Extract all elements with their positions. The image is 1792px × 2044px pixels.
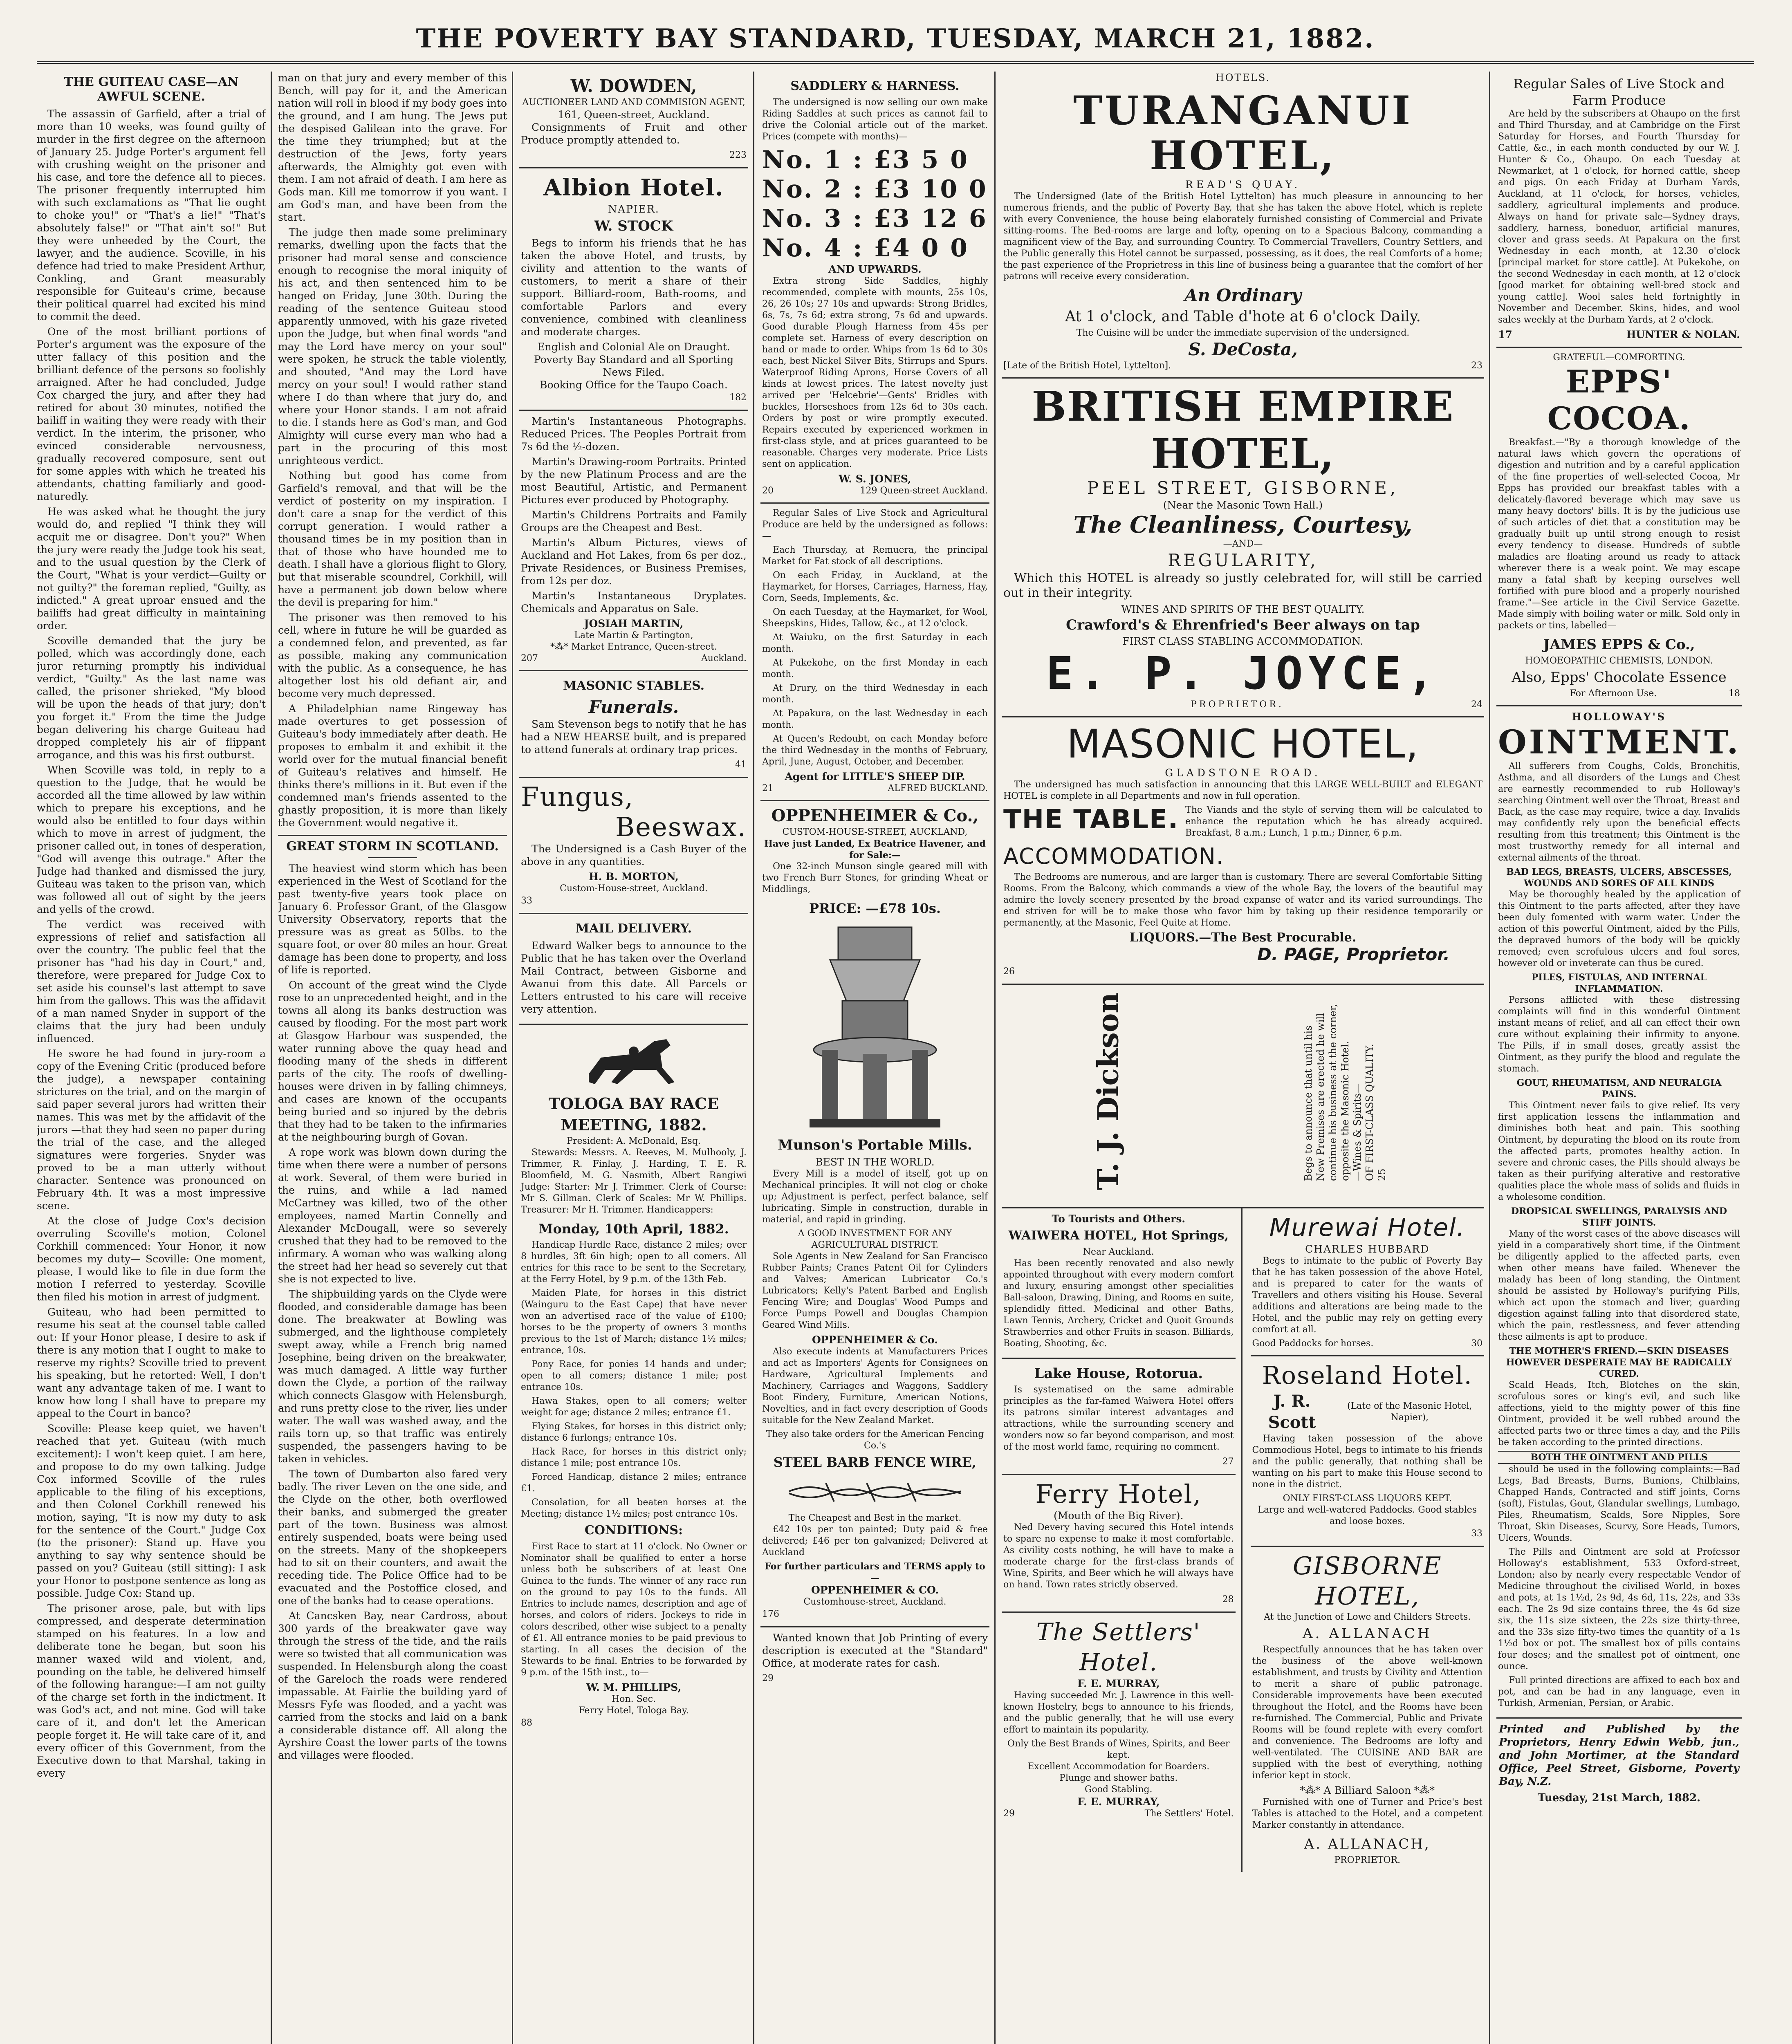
ad-oppenheimer xyxy=(760,801,989,1627)
ad-name: OPPENHEIMER & Co., xyxy=(771,806,979,825)
ad-late: [Late of the British Hotel, Lyttelton]. xyxy=(1003,361,1171,371)
ad-line: OF FIRST-CLASS QUALITY. xyxy=(1364,1044,1375,1181)
column-1 xyxy=(37,72,266,2044)
ad-lake-house xyxy=(1002,1359,1236,1475)
ad-body: Begs to announce that until his New Premises are erected he will continue his business at the corner, opposite the Masonic Hotel. xyxy=(1303,1004,1351,1181)
imprint xyxy=(1496,1719,1742,1809)
article-paragraph: He swore he had found in jury-room a copy of the Evening Critic (produced before the judge), a newspaper containing strictures on the trial, and on the margin of said paper several jurors had written their names. This was met by the affidavit of the jurors —that they had seen no paper during the trial of the case, and the alleged signatures were forgeries. Snyder was proved to be a man utterly without character. Sentence was pronounced on February 4th. It was a most impressive scene. xyxy=(37,1048,266,1212)
ad-line: They also take orders for the American Fencing Co.'s xyxy=(766,1429,984,1451)
price-value: £3 5 0 xyxy=(874,146,969,174)
ad-number: 29 xyxy=(1003,1809,1015,1819)
article-paragraph: When Scoville was told, in reply to a question to the Judge, that he would be accorded all the time allowed by law within which to prepare his exceptions, and he would also be entitled to four days within which to move in arrest of judgment, the prisoner called out, in tones of desperation, "God will avenge this outrage." After the Judge had thanked and dismissed the jury, Guiteau was taken to the prison van, which was followed all out of sight by the jeers and yells of the crowd. xyxy=(37,764,266,915)
ad-british-empire-hotel xyxy=(1002,379,1484,717)
ad-signature: Hon. Sec. xyxy=(612,1694,656,1704)
column-rule xyxy=(271,72,272,2044)
ad-body: All sufferers from Coughs, Colds, Bronchitis, Asthma, and all disorders of the Lungs and Chest are earnestly recommended to rub Holloway's searching Ointment well over the Throat, Breast and Back, as the case may require, twice a day. Invalids may confidently rely upon the beneficial effects resulting from this treatment; this Ointment is the most trustworthy remedy for all internal and external ailments of the throat. xyxy=(1498,761,1740,863)
ad-tologa-races xyxy=(519,1025,748,1735)
ad-footer xyxy=(1252,1338,1483,1349)
ad-signature: F. E. MURRAY, xyxy=(1077,1796,1160,1808)
ad-name: MASONIC HOTEL, xyxy=(1067,721,1419,767)
ad-title: Regular Sales of Live Stock and Farm Produce xyxy=(1513,76,1725,108)
ad-masonic-stables xyxy=(519,671,748,778)
ad-body: Persons afflicted with these distressing complaints will find in this wonderful Ointment instant means of relief, and all can effect their own cure without explaining their infirmity to anyone. The Pills, if in small doses, greatly assist the Ointment, as they purify the blood and regulate the stomach. xyxy=(1498,995,1740,1074)
ad-proprietor: F. E. MURRAY, xyxy=(1077,1678,1160,1690)
ad-name: W. S. JONES, xyxy=(839,473,911,485)
ad-line: Poverty Bay Standard and all Sporting News Filed. xyxy=(534,354,734,378)
ad-item: On each Tuesday, at the Haymarket, for Wool, Sheepskins, Hides, Tallow, &c., at 12 o'clock. xyxy=(762,607,988,629)
ad-item: At Waiuku, on the first Saturday in each month. xyxy=(762,632,988,654)
ad-subheading: THE TABLE. xyxy=(1003,805,1179,835)
article-paragraph: Scoville: Please keep quiet, we haven't reached that yet. Guiteau (with much excitement): I won't keep quiet. I am here, and propose to do my own talking. Judge Cox informed Scoville of the rules applicable to the filing of his exceptions, and then Colonel Corkhill renewed his motion, saying, "It is now my duty to ask for the sentence of the Court." Judge Cox (to the prisoner): Stand up. Have you anything to say why sentence should be passed on you? Guiteau (still sitting): I ask your Honor to postpone sentence as long as possible. Judge Cox: Stand up. xyxy=(37,1423,266,1599)
ad-line: Crawford's & Ehrenfried's Beer always on tap xyxy=(1066,617,1420,633)
ad-proprietor: W. STOCK xyxy=(594,218,673,234)
ad-title: Regular Sales of Live Stock and Agricultural Produce are held by the undersigned as follows:— xyxy=(762,508,988,541)
ad-address: 161, Queen-street, Auckland. xyxy=(558,109,710,121)
ad-signature: A. ALLANACH, xyxy=(1304,1836,1431,1852)
race-event: Pony Race, for ponies 14 hands and under; open to all comers; distance 1 mile; post entrance 10s. xyxy=(521,1359,747,1392)
ad-headline: Beeswax. xyxy=(615,812,747,843)
article-paragraph: He was asked what he thought the jury would do, and replied "I think they will acquit me or disagree. Don't you?" When the jury were ready the Judge took his seat, and to the usual question by the Clerk of the Court, "What is your verdict—Guilty or not guilty?" the foreman replied, "Guilty, as indicted." A great uproar ensued and the bailiffs had great difficulty in maintaining order. xyxy=(37,506,266,632)
ad-number: 24 xyxy=(1471,699,1482,710)
ad-title: MASONIC STABLES. xyxy=(563,679,705,693)
ad-item: At Pukekohe, on the first Monday in each month. xyxy=(762,658,988,679)
ad-footer xyxy=(1498,688,1740,699)
ad-signature: PROPRIETOR. xyxy=(1334,1855,1401,1865)
ad-title: Munson's Portable Mills. xyxy=(778,1137,972,1153)
hotels-lower-grid xyxy=(1002,1208,1484,1872)
ad-dickson xyxy=(1002,985,1484,1208)
ad-footer xyxy=(1003,360,1482,372)
ad-murewai-hotel xyxy=(1251,1208,1485,1356)
ad-roseland-hotel xyxy=(1251,1356,1485,1547)
ad-subheading: BAD LEGS, BREASTS, ULCERS, ABSCESSES, WOUNDS AND SORES OF ALL KINDS xyxy=(1506,867,1732,889)
ad-address: Customhouse-street, Auckland. xyxy=(803,1597,946,1607)
price-label: No. 3 xyxy=(762,204,843,233)
ad-item: Martin's Drawing-room Portraits. Printed by the new Platinum Process and are the most Beautiful, Artistic, and Permanent Pictures ever produced by Photography. xyxy=(521,456,747,506)
ad-body: The Undersigned is a Cash Buyer of the above in any quantities. xyxy=(521,843,747,867)
ad-line: FIRST CLASS STABLING ACCOMMODATION. xyxy=(1122,635,1364,647)
ad-item: Martin's Instantaneous Photographs. Reduced Prices. The Peoples Portrait from 7s 6d the ½-dozen. xyxy=(521,415,747,453)
racehorse-icon xyxy=(572,1029,695,1090)
ad-number: 33 xyxy=(1471,1529,1482,1539)
article-paragraph: The town of Dumbarton also fared very badly. The river Leven on the one side, and the Clyde on the other, both overflowed their banks, and submerged the greater part of the town. Business was almost entirely suspended, boats were being used on the streets. Many of the shopkeepers had to sit on their counters, and await the receding tide. The Police Office had to be evacuated and the Postoffice closed, and one of the banks had to cease operations. xyxy=(278,1468,507,1607)
ad-address: 129 Queen-street Auckland. xyxy=(860,486,988,496)
ad-section xyxy=(1003,841,1482,872)
ad-title: To Tourists and Others. xyxy=(1052,1213,1186,1225)
ad-line: (Near the Masonic Town Hall.) xyxy=(1163,499,1323,511)
ad-headline: Fungus, xyxy=(521,782,634,812)
ad-rotated-name xyxy=(1018,992,1198,1190)
price-value: £3 12 6 xyxy=(874,204,988,233)
price-row: No. 1 : £3 5 0 xyxy=(762,146,969,174)
ad-name: T. J. Dickson xyxy=(1091,992,1125,1190)
ad-ferry-hotel xyxy=(1002,1475,1236,1613)
ad-body: Having succeeded Mr. J. Lawrence in this well-known Hostelry, begs to announce to his friends, and the public generally, that he will use every effort to maintain its popularity. xyxy=(1003,1690,1234,1735)
ad-line: Good Stabling. xyxy=(1084,1784,1153,1795)
ad-number: 223 xyxy=(729,150,747,160)
price-label: No. 1 xyxy=(762,146,843,174)
article-paragraph: The heaviest wind storm which has been experienced in the West of Scotland for the past twenty-five years took place on January 6. Professor Grant, of the Glasgow University Observatory, reports that the pressure was as great as 50lbs. to the square foot, or over 80 miles an hour. Great damage has been done to property, and loss of life is reported. xyxy=(278,863,507,976)
ad-line: Also, Epps' Chocolate Essence xyxy=(1512,669,1727,686)
ad-line: BEST IN THE WORLD. xyxy=(815,1156,935,1168)
ad-number: 30 xyxy=(1471,1338,1482,1349)
ad-name: EPPS' COCOA. xyxy=(1547,363,1691,437)
ad-body: Is systematised on the same admirable principles as the far-famed Waiwera Hotel offers its patrons similar interest advantages and attractions, while the surrounding scenery and wonders now so far beyond comparison, and most of the most world fame, requiring no comment. xyxy=(1003,1385,1234,1452)
ad-name: TURANGANUI HOTEL, xyxy=(1073,87,1413,179)
ad-body: Has been recently renovated and also newly appointed throughout with every modern comfort and luxury, ensuring amongst other specialities Ball-saloon, Drawing, Dining, and Rooms en suite, splendidly fitted. Medicinal and other Baths, Lawn Tennis, Archery, Cricket and Quoit Grounds Strawberries and other Fruits in season. Billiards, Boating, Shooting, &c. xyxy=(1003,1258,1234,1349)
ad-footer xyxy=(1003,1808,1234,1820)
ad-number: 17 xyxy=(1498,329,1512,341)
ad-title: MEETING, 1882. xyxy=(561,1116,707,1134)
hotels-lower-left xyxy=(1002,1208,1243,1872)
ad-body: Edward Walker begs to announce to the Public that he has taken over the Overland Mail Contract, between Gisborne and Awanui from this date. All Parcels or Letters entrusted to his care will receive very attention. xyxy=(521,940,747,1015)
column-3 xyxy=(519,72,748,2044)
article-paragraph: Scoville demanded that the jury be polled, which was accordingly done, each juror returning promptly his individual verdict, "Guilty." As the last name was called, the prisoner shrieked, "My blood will be upon the heads of that jury; don't you forget it." From the time the Judge began delivering his charge Guiteau had dropped completely his air of flippant arrogance, and this was his first outburst. xyxy=(37,635,266,761)
ad-address: *⁂* Market Entrance, Queen-street. xyxy=(550,642,717,652)
ad-name: The Settlers' Hotel. xyxy=(1036,1618,1201,1676)
ad-title: MAIL DELIVERY. xyxy=(575,921,692,936)
ad-body: Also execute indents at Manufacturers Prices and act as Importers' Agents for Consignees on Hardware, Agricultural Implements and Machinery, Carriages and Waggons, Saddlery Boot Findery, Furniture, American Notions, Novelties, and in fact every description of Goods suitable for the New Zealand Market. xyxy=(762,1347,988,1425)
ad-subheading: PILES, FISTULAS, AND INTERNAL INFLAMMATION. xyxy=(1531,972,1707,994)
ad-title: SADDLERY & HARNESS. xyxy=(790,79,960,93)
ad-section xyxy=(1003,805,1482,841)
ad-body: One 32-inch Munson single geared mill with two French Burr Stones, for grinding Wheat or Middlings, xyxy=(762,861,988,894)
ad-address: GLADSTONE ROAD. xyxy=(1165,767,1321,779)
ad-signature: W. M. PHILLIPS, xyxy=(586,1681,682,1693)
article-paragraph: The verdict was received with expressions of relief and satisfaction all over the country. The public feel that the prisoner has "had his day in Court," and, therefore, were prepared for Judge Cox to set aside his counsel's last attempt to save him from the gallows. This was the affidavit of a man named Snyder in support of the claims that the jury had been unduly influenced. xyxy=(37,919,266,1044)
ad-subtitle: Have just Landed, Ex Beatrice Havener, and for Sale:— xyxy=(764,838,986,861)
ad-headline: REGULARITY, xyxy=(1168,550,1318,570)
ad-signature: The Settlers' Hotel. xyxy=(1144,1809,1234,1819)
ad-body: Breakfast.—"By a thorough knowledge of the natural laws which govern the operations of digestion and nutrition and by a careful application of the fine properties of well-selected Cocoa, Mr Epps has provided our breakfast tables with a delicately-flavored beverage which may save us many heavy doctors' bills. It is by the judicious use of such articles of diet that a constitution may be gradually built up until strong enough to resist every tendency to disease. Hundreds of subtle maladies are floating around us ready to attack wherever there is a weak point. We may escape many a fatal shaft by keeping ourselves well fortified with pure blood and a properly nourished frame."—See article in the Civil Service Gazette. Made simply with boiling water or milk. Sold only in packets or tins, labelled— xyxy=(1498,437,1740,631)
article-paragraph: On account of the great wind the Clyde rose to an unprecedented height, and in the towns all along its banks destruction was caused by flooding. For the most part work at Glasgow Harbour was suspended, the water running above the quay head and flooding many of the sheds in different parts of the city. The roofs of dwelling-houses were driven in by falling chimneys, and cases are known of the occupants being buried and so injured by the debris that they had to be taken to the infirmaries at the neighbouring burgh of Govan. xyxy=(278,979,507,1143)
ad-item: At Drury, on the third Wednesday in each month. xyxy=(762,683,988,705)
ad-body: Scald Heads, Itch, Blotches on the skin, scrofulous sores or king's evil, and such like affections, yield to the mighty power of this fine Ointment, provided it be well rubbed around the affected parts two or three times a day, and the Pills be taken according to the printed directions. xyxy=(1498,1380,1740,1448)
ad-line: Only the Best Brands of Wines, Spirits, and Beer kept. xyxy=(1007,1739,1230,1760)
section-label: HOTELS. xyxy=(1215,72,1271,83)
ad-subheading: GOUT, RHEUMATISM, AND NEURALGIA PAINS. xyxy=(1516,1078,1722,1100)
ad-number: 27 xyxy=(1222,1457,1234,1467)
ad-number: 207 xyxy=(521,653,538,663)
ad-name: GISBORNE HOTEL, xyxy=(1292,1552,1442,1611)
race-event: Flying Stakes, for horses in this district only; distance 6 furlongs; entrance 10s. xyxy=(521,1421,747,1443)
ad-line: The Cheapest and Best in the market. xyxy=(788,1513,962,1523)
ad-line: Booking Office for the Taupo Coach. xyxy=(540,379,728,391)
column-rule xyxy=(753,72,754,2044)
ad-number: 41 xyxy=(735,760,747,770)
ad-footer xyxy=(762,783,988,794)
ad-headline: The Cleanliness, Courtesy, xyxy=(1073,511,1413,538)
race-event: Hawa Stakes, open to all comers; welter weight for age; distance 2 miles; entrance £1. xyxy=(521,1396,747,1418)
ad-title: CONDITIONS: xyxy=(584,1523,683,1537)
ad-holloway-ointment xyxy=(1496,706,1742,1719)
ad-address: Custom-House-street, Auckland. xyxy=(560,883,708,894)
ad-settlers-hotel xyxy=(1002,1613,1236,1825)
ad-subheading: DROPSICAL SWELLINGS, PARALYSIS AND STIFF JOINTS. xyxy=(1511,1206,1727,1228)
ad-line: A GOOD INVESTMENT FOR ANY AGRICULTURAL DISTRICT. xyxy=(798,1228,952,1250)
ad-body: Ned Devery having secured this Hotel intends to spare no expense to make it most comfortable. As civility costs nothing, he will have to make a moderate charge for the first-class brands of Wine, Spirits, and Beer which he will always have on hand. Town rates strictly observed. xyxy=(1003,1522,1234,1590)
ad-line: HOMOEOPATHIC CHEMISTS, LONDON. xyxy=(1525,656,1713,666)
ad-line: Large and well-watered Paddocks. Good stables and loose boxes. xyxy=(1258,1505,1477,1526)
ad-name: WAIWERA HOTEL, Hot Springs, xyxy=(1008,1228,1229,1243)
ad-rotated-body xyxy=(1214,1001,1476,1181)
ad-line: Near Auckland. xyxy=(1083,1247,1154,1257)
ad-line: For Afternoon Use. xyxy=(1570,688,1657,699)
ad-subheading: ACCOMMODATION. xyxy=(1003,843,1224,869)
ad-price: PRICE: —£78 10s. xyxy=(809,901,941,916)
article-title-guiteau: THE GUITEAU CASE—AN AWFUL SCENE. xyxy=(64,75,239,104)
ad-number: 23 xyxy=(1471,361,1482,371)
ad-body: Having taken possession of the above Commodious Hotel, begs to intimate to his friends and the public generally, that nothing shall be wanting on his part to make this House second to none in the district. xyxy=(1252,1434,1482,1490)
price-row: No. 2 : £3 10 0 xyxy=(762,175,988,204)
ad-body: Consignments of Fruit and other Produce promptly attended to. xyxy=(521,121,747,146)
ad-body: Sam Stevenson begs to notify that he has had a NEW HEARSE built, and is prepared to attend funerals at ordinary trap prices. xyxy=(521,718,747,755)
article-paragraph: Guiteau, who had been permitted to resume his seat at the counsel table called out: If your Honor please, I desire to ask if there is any motion that I ought to make to reserve my rights? Scoville tried to prevent his speaking, but he retorted: Well, I don't want any advantage taken of me. I want to know how long I shall have to prepare my appeal to the Court in banco? xyxy=(37,1306,266,1419)
ad-signature: Ferry Hotel, Tologa Bay. xyxy=(579,1706,689,1716)
ad-job-printing xyxy=(760,1627,989,1690)
ad-line: ONLY FIRST-CLASS LIQUORS KEPT. xyxy=(1283,1493,1452,1504)
ad-body: Extra strong Side Saddles, highly recommended, complete with mounts, 25s 10s, 26, 26 10s; 27 10s and upwards: Strong Bridles, 6s, 7s, 7s 6d; extra strong, 7s 6d and upwards. Good durable Plough Harness from 45s per complete set. Harness of every description on hand or made to order. Whips from 1s 6d to 30s each, best Nickel Silver Bits, Stirrups and Spurs. Waterproof Riding Aprons, Horse Covers of all kinds at lowest prices. The latest novelty just arrived per 'Helcebrie'—Gents' Bridles with buckles, Horseshoes from 12s 6d to 30s each. Orders by post or wire promptly executed. Repairs executed by experienced workmen in first-class style, and at prices guaranteed to be reasonable. Charges very moderate. Price Lists sent on application. xyxy=(762,276,988,469)
ad-line: *⁂* A Billiard Saloon *⁂* xyxy=(1300,1784,1435,1796)
ad-line: The Cuisine will be under the immediate supervision of the undersigned. xyxy=(1076,328,1410,338)
ad-turanganui-hotel xyxy=(1002,84,1484,379)
ad-body: Sole Agents in New Zealand for San Francisco Rubber Paints; Cranes Patent Oil for Cylinders and Valves; American Lubricator Co.'s Lubricators; Kelly's Patent Barbed and English Fencing Wire; and Douglas' Wood Pumps and Force Pumps Powell and Douglas Champion Geared Wind Mills. xyxy=(762,1251,988,1330)
ad-body: The undersigned has much satisfaction in announcing that this LARGE WELL-BUILT and ELEGANT HOTEL is complete in all Departments and now in full operation. xyxy=(1003,780,1482,801)
article-paragraph: One of the most brilliant portions of Porter's argument was the exposure of the utter fallacy of this position and the brilliant defence of the persons so foolishly arraigned. After he had concluded, Judge Cox charged the jury, and after they had retired for about 30 minutes, notified the bailiff in waiting they were ready with their verdict. In the interim, the prisoner, who evinced considerable nervousness, gradually recovered composure, sent out for some apples with which he treated his attendants, chatting familiarly and good-naturedly. xyxy=(37,326,266,502)
ad-masonic-hotel xyxy=(1002,717,1484,985)
ad-body: Many of the worst cases of the above diseases will yield in a comparatively short time, if the Ointment be diligently applied to the affected parts, even when other means have failed. Whenever the malady has been of long standing, the Ointment should be assisted by Holloway's purifying Pills, which act upon the stomach and liver, guarding digestion against falling into that disordered state, which the pain, restlessness, and fever attending these ailments is apt to produce. xyxy=(1498,1229,1740,1342)
price-label: No. 2 xyxy=(762,175,843,204)
ad-mail-delivery xyxy=(519,914,748,1025)
ad-number: 18 xyxy=(1729,688,1740,699)
ad-body: Furnished with one of Turner and Price's best Tables is attached to the Hotel, and a competent Marker constantly in attendance. xyxy=(1252,1797,1482,1830)
ad-footer xyxy=(1498,328,1740,341)
ad-president: President: A. McDonald, Esq. xyxy=(567,1136,701,1146)
ad-body: Respectfully announces that he has taken over the business of the above well-known establishment, and trusts by Civility and Attention to merit a share of public patronage. Considerable improvements have been executed throughout the Hotel, and the Rooms have been re-furnished. The Commercial, Public and Private Rooms will be found replete with every comfort and convenience. The Bedrooms are lofty and well-ventilated. The CUISINE AND BAR are supplied with the best of everything, nothing inferior kept in stock. xyxy=(1252,1645,1482,1781)
ad-name: H. B. MORTON, xyxy=(589,871,679,883)
ad-footer xyxy=(762,485,988,497)
ad-number: 20 xyxy=(762,486,774,496)
ad-name: JOSIAH MARTIN, xyxy=(584,618,684,630)
column-4 xyxy=(760,72,989,2044)
hotels-lower-right xyxy=(1251,1208,1485,1872)
ad-fungus xyxy=(519,778,748,914)
ad-headline: Funerals. xyxy=(588,697,679,717)
price-value: £3 10 0 xyxy=(874,175,988,204)
ad-line: At 1 o'clock, and Table d'hote at 6 o'clock Daily. xyxy=(1065,308,1421,325)
ad-name: W. DOWDEN, xyxy=(570,76,697,96)
imprint-text: Printed and Published by the Proprietors, Henry Edwin Webb, jun., and John Mortimer, at the Standard Office, Peel Street, Gisborne, Poverty Bay, N.Z. xyxy=(1499,1723,1739,1788)
ad-late: (Late of the Masonic Hotel, Napier), xyxy=(1347,1401,1472,1423)
ad-number: 25 xyxy=(1376,1168,1388,1181)
ad-line: —AND— xyxy=(1223,539,1263,549)
ad-number: 176 xyxy=(762,1609,779,1619)
ad-body: Are held by the subscribers at Ohaupo on the first and Third Thursday, and at Cambridge on the First Saturday for Horses, and Fourth Thursday for Cattle, &c., in each month conducted by our W. J. Hunter & Co., Ohaupo. On each Tuesday at Newmarket, at 1 o'clock, for horned cattle, sheep and pigs. On each Friday at Durham Yards, Auckland, at 11 o'clock, for horses, vehicles, saddlery, agricultural implements and produce. Always on hand for private sale—Sydney drays, saddlery, harness, boneduor, artificial manures, clover and grass seeds. At Papakura on the first Wednesday in each month, at 12.30 o'clock [principal market for store cattle]. At Pukekohe, on the second Wednesday in each month, at 12 o'clock [good market for obtaining well-bred stock and young cattle]. Wool sales held fortnightly in November and December. Skins, hides, and wool sales weekly at the Durham Yards, at 2 o'clock. xyxy=(1498,109,1740,325)
ad-waiwera-hotel xyxy=(1002,1208,1236,1359)
ad-makers: JAMES EPPS & Co., xyxy=(1543,637,1695,653)
ad-number: 26 xyxy=(1003,966,1015,977)
ad-line: LIQUORS.—The Best Procurable. xyxy=(1129,930,1357,945)
ad-footer xyxy=(521,653,747,664)
ad-name: OINTMENT. xyxy=(1498,723,1741,761)
price-value: £4 0 0 xyxy=(874,234,969,262)
ad-name: Roseland Hotel. xyxy=(1262,1361,1473,1390)
ad-body: £42 10s per ton painted; Duty paid & free delivered; £46 per ton galvanized; Delivered at Auckland xyxy=(762,1524,988,1558)
ad-name: Ferry Hotel, xyxy=(1035,1479,1202,1509)
article-paragraph: At the close of Judge Cox's decision overruling Scoville's motion, Colonel Corkhill commenced: Your Honor, it now becomes my duty— Scoville: One moment, please, I would like to file in due form the motion I referred to yesterday. Scoville then filed his motion in arrest of judgment. xyxy=(37,1215,266,1303)
race-event: Maiden Plate, for horses in this district (Wainguru to the East Cape) that have never won an advertised race of the value of £100; horses to be the property of owners 3 months previous to the 1st of March; distance 1½ miles; entrance, 10s. xyxy=(521,1288,747,1356)
ad-proprietor: J. R. Scott xyxy=(1268,1392,1316,1432)
ad-body: The undersigned is now selling our own make Riding Saddles at such prices as cannot fail to drive the Colonial article out of the market. Prices (compete with months)— xyxy=(762,97,988,142)
ad-place: Auckland. xyxy=(701,653,747,663)
ad-headline: An Ordinary xyxy=(1184,285,1302,305)
ad-name: Lake House, Rotorua. xyxy=(1034,1365,1203,1382)
ad-epps-cocoa xyxy=(1496,348,1742,706)
ad-number: 29 xyxy=(762,1673,774,1683)
ad-line: English and Colonial Ale on Draught. xyxy=(537,341,730,353)
barb-wire-icon xyxy=(785,1473,965,1510)
ad-tag: GRATEFUL—COMFORTING. xyxy=(1553,352,1685,363)
ad-body: Which this HOTEL is already so justly celebrated for, will still be carried out in their integrity. xyxy=(1003,571,1482,600)
ad-name: ALFRED BUCKLAND. xyxy=(888,783,988,793)
ad-date: Monday, 10th April, 1882. xyxy=(538,1221,729,1237)
ad-proprietor: E. P. JOYCE, xyxy=(1046,647,1440,699)
ad-gisborne-hotel xyxy=(1251,1547,1485,1872)
ad-tag: HOLLOWAY'S xyxy=(1572,711,1666,723)
ad-body: The Pills and Ointment are sold at Professor Holloway's establishment, 533 Oxford-street, London; also by nearly every respectable Vendor of Medicine throughout the civilised World, in boxes and pots, at 1s 1½d, 2s 9d, 4s 6d, 11s, 22s, and 33s each. The 2s 9d size contains three, the 4s 6d size six, the 11s size sixteen, the 22s size thirty-three, and the 33s size fifty-two times the quantity of a 1s 1½d box or pot. The smallest box of pills contains four doses; and the smallest pot of ointment, one ounce. xyxy=(1498,1547,1740,1672)
column-rule xyxy=(512,72,513,2044)
article-title-storm: GREAT STORM IN SCOTLAND. xyxy=(286,839,499,854)
ad-josiah-martin xyxy=(519,411,748,671)
column-6 xyxy=(1496,72,1742,2044)
ad-line: Excellent Accommodation for Boarders. xyxy=(1027,1762,1210,1772)
ad-proprietor: CHARLES HUBBARD xyxy=(1305,1243,1430,1255)
ad-body: should be used in the following complaints:—Bad Legs, Bad Breasts, Burns, Bunions, Chilblains, Chapped Hands, Contracted and stiff joints, Corns (soft), Fistulas, Gout, Glandular swellings, Lumbago, Piles, Rheumatism, Scalds, Sore Nipples, Sore Throat, Skin Diseases, Scurvy, Sore Heads, Tumors, Ulcers, Wounds. xyxy=(1498,1464,1740,1543)
ad-line: Plunge and shower baths. xyxy=(1059,1773,1178,1783)
article-paragraph: A rope work was blown down during the time when there were a number of persons at work. Several, of them were buried in the ruins, and while a lad named McCartney was killed, two of the other employees, named Martin Connelly and Alexander McDougall, were so severely crushed that they had to be removed to the infirmary. A woman who was walking along the street had her head so severely cut that she is not expected to live. xyxy=(278,1146,507,1285)
ad-albion-hotel xyxy=(519,168,748,411)
ad-body: May be thoroughly healed by the application of this Ointment to the parts affected, after they have been duly fomented with warm water. Under the action of this powerful Ointment, aided by the Pills, the depraved humors of the body will be quickly removed; even scrofulous ulcers and foul sores, however old or inveterate can thus be cured. xyxy=(1498,890,1740,968)
ad-subtitle: AUCTIONEER LAND AND COMMISION AGENT, xyxy=(522,97,745,108)
ad-title: TOLOGA BAY RACE xyxy=(548,1094,719,1113)
ad-item: Martin's Childrens Portraits and Family Groups are the Cheapest and Best. xyxy=(521,509,747,533)
ad-number: 21 xyxy=(762,783,774,793)
ad-address: CUSTOM-HOUSE-STREET, AUCKLAND, xyxy=(782,827,968,837)
masthead: THE POVERTY BAY STANDARD, TUESDAY, MARCH 21, 1882. xyxy=(37,16,1754,64)
ad-name: Murewai Hotel. xyxy=(1269,1213,1465,1242)
ad-item: Martin's Instantaneous Dryplates. Chemicals and Apparatus on Sale. xyxy=(521,590,747,614)
ad-body: The Viands and the style of serving them will be calculated to enhance the reputation which he has already acquired. Breakfast, 8 a.m.; Lunch, 1 p.m.; Dinner, 6 p.m. xyxy=(1185,805,1482,838)
ad-name: OPPENHEIMER & CO. xyxy=(811,1584,939,1596)
ad-item: At Papakura, on the last Wednesday in each month. xyxy=(762,708,988,730)
ad-body: Wanted known that Job Printing of every description is executed at the "Standard" Office, at moderate rates for cash. xyxy=(762,1632,988,1669)
ad-address: READ'S QUAY. xyxy=(1185,179,1301,191)
article-paragraph: The prisoner was then removed to his cell, where in future he will be guarded as a condemned felon, and prevented, as far as possible, making any communication with the public. As a consequence, he has altogether lost his old defiant air, and become very much depressed. xyxy=(278,612,507,699)
article-paragraph: man on that jury and every member of this Bench, will pay for it, and the American nation will roll in blood if my body goes into the ground, and I am hung. The Jews put the despised Galilean into the grave. For the time they triumphed; but at the destruction of the Jews, forty years afterwards, the Almighty got even with them. I am not afraid of death. I am here as Gods man. Kill me tomorrow if you want. I am God's man, and have been from the start. xyxy=(278,72,507,223)
ad-subtitle: (Mouth of the Big River). xyxy=(1054,1510,1184,1522)
race-event: Handicap Hurdle Race, distance 2 miles; over 8 hurdles, 3ft 6in high; open to all comers. All entries for this race to be sent to the Secretary, at the Ferry Hotel, by 9 p.m. of the 13th Feb. xyxy=(521,1240,747,1284)
article-paragraph: A Philadelphian name Ringeway has made overtures to get possession of Guiteau's body immediately after death. He proposes to embalm it and exhibit it the world over for the mutual financial benefit of Guiteau's relatives and himself. He thinks there's millions in it. But even if the condemned man's friends assented to the ghastly proposition, it is more than likely the Government would negative it. xyxy=(278,703,507,829)
article-paragraph: The shipbuilding yards on the Clyde were flooded, and considerable damage has been done. The breakwater at Bowling was submerged, and the lighthouse completely swept away, while a French brig named Josephine, being driven on the breakwater, was much damaged. A little way further down the Clyde, a portion of the railway which connects Glasgow with Helensburgh, and runs pretty close to the river, lies under water. The wall was washed away, and the rails torn up, so that traffic was entirely suspended, the passengers having to be taken in vehicles. xyxy=(278,1288,507,1465)
ad-line: Good Paddocks for horses. xyxy=(1252,1338,1374,1349)
ad-footer xyxy=(1003,699,1482,710)
ad-regular-sales xyxy=(760,504,989,801)
article-paragraph: At Cancsken Bay, near Cardross, about 300 yards of the breakwater gave way through the stress of the tide, and the rails were so twisted that all communication was suspended. In Helensburgh along the coast of the Gareloch the roads were rendered impassable. At Fairlie the building yard of Messrs Fyfe was flooded, and a yacht was carried from the stocks and laid on a bank a considerable distance off. All along the Ayrshire Coast the lower parts of the towns and villages were flooded. xyxy=(278,1610,507,1761)
ad-headline: STEEL BARB FENCE WIRE, xyxy=(773,1455,977,1470)
ad-body: Full printed directions are affixed to each box and pot, and can be had in any language, even in Turkish, Armenian, Persian, or Arabic. xyxy=(1498,1675,1740,1708)
ad-stewards: Stewards: Messrs. A. Reeves, M. Mulhooly, J. Trimmer, R. Finlay, J. Harding, T. E. R. Bloomfield, M. G. Nasmith, Albert Rangiwi Judge: Starter: Mr J. Trimmer. Clerk of Course: Mr S. Gillman. Clerk of Scales: Mr W. Phillips. Treasurer: Mr H. Trimmer. Handicappers: xyxy=(521,1148,747,1215)
ad-body: The Undersigned (late of the British Hotel Lyttelton) has much pleasure in announcing to her numerous friends, and the public of Poverty Bay, that she has taken the above Hotel, which is replete with every Convenience, the house being elaborately furnished consisting of Commercial and Private sitting-rooms. The Bed-rooms are large and lofty, opening on to a Spacious Balcony, commanding a magnificent view of the Bay, and surrounding Country. To Commercial Travellers, Country Settlers, and the Public generally this Hotel cannot be surpassed, possessing, as it does, the real Comforts of a home; the past experience of the Proprietress in this line of business being a guarantee that the comfort of her patrons will receive every consideration. xyxy=(1003,191,1482,282)
column-5-hotels xyxy=(1002,72,1484,2044)
ad-proprietor: D. PAGE, Proprietor. xyxy=(1257,944,1450,964)
ad-dowden xyxy=(519,72,748,168)
ad-body: This Ointment never fails to give relief. Its very first application lessens the inflammation and diminishes both heat and pain. This soothing Ointment, by depurating the blood on its route from the affected parts, promotes healthy action. In severe and chronic cases, the Pills should always be taken as their purifying alterative and restorative qualities place the whole mass of solids and fluids in a wholesome condition. xyxy=(1498,1100,1740,1202)
ad-body: Begs to intimate to the public of Poverty Bay that he has taken possession of the above Hotel, and is prepared to cater for the wants of Travellers and others visiting his House. Several additions and alterations are being made to the Hotel, and the public may rely on getting every comfort at all. xyxy=(1252,1256,1482,1335)
article-paragraph: Nothing but good has come from Garfield's removal, and that will be the verdict of posterity on my inspiration. I don't care a snap for the verdict of this corrupt generation. I would rather a thousand times be in my position than in that of those who have hounded me to death. I shall have a glorious flight to Glory, but that miserable scoundrel, Corkhill, will have a permanent job down below where the devil is preparing for him." xyxy=(278,470,507,608)
ad-subtitle: At the Junction of Lowe and Childers Streets. xyxy=(1264,1612,1471,1622)
imprint-date: Tuesday, 21st March, 1882. xyxy=(1537,1792,1701,1804)
ad-conditions: First Race to start at 11 o'clock. No Owner or Nominator shall be qualified to enter a horse unless both be subscribers of at least One Guinea to the funds. The winner of any race run on the ground to pay 10s to the funds. All Entries to include names, description and age of horses, and colors of riders. Jockeys to ride in colors described, other wise subject to a penalty of £1. All entrance monies to be paid previous to starting. In all cases the decision of the Stewards to be final. Entries to be forwarded by 9 p.m. of the 15th inst., to— xyxy=(521,1542,747,1678)
ad-name: Albion Hotel. xyxy=(543,174,724,201)
race-event: Consolation, for all beaten horses at the Meeting; distance 1½ miles; post entrance 10s. xyxy=(521,1497,747,1519)
ad-number: 88 xyxy=(521,1718,532,1728)
ad-name: HUNTER & NOLAN. xyxy=(1626,329,1740,341)
ad-name: BRITISH EMPIRE HOTEL, xyxy=(1032,382,1454,478)
ad-subheading: THE MOTHER'S FRIEND.—SKIN DISEASES HOWEVER DESPERATE MAY BE RADICALLY CURED. xyxy=(1506,1346,1732,1379)
ad-number: 28 xyxy=(1222,1594,1234,1605)
ad-body: The Bedrooms are numerous, and are larger than is customary. There are several Comfortable Sitting Rooms. From the Balcony, which commands a view of the whole Bay, the lovers of the beautiful may admire the lovely scenery presented by the broad expanse of water and its varied surroundings. The end striven for will be to make those who favor him by taking up their residence temporarily or permanently, at the Masonic, Feel Quite at Home. xyxy=(1003,872,1482,928)
ad-number: 182 xyxy=(729,392,747,403)
ad-item: On each Friday, in Auckland, at the Haymarket, for Horses, Carriages, Harness, Hay, Corn, Seeds, Implements, &c. xyxy=(762,570,988,603)
column-rule xyxy=(994,72,996,2044)
article-paragraph: The assassin of Garfield, after a trial of more than 10 weeks, was found guilty of murder in the first degree on the afternoon of January 25. Judge Porter's argument fell with crushing weight on the prisoner and his case, and tore the defence all to pieces. The prisoner frequently interrupted him with such exclamations as "That lie ought to choke you!" or "That's a lie!" "That's absolutely false!" or "That ain't so!" But they were unheeded by the Court, the lawyer, and the audience. Scoville, in his defence had tried to make President Arthur, Conkling, and Grant measurably responsible for Guiteau's crime, because their political quarrel had excited his mind to commit the deed. xyxy=(37,108,266,323)
ad-line: For further particulars and TERMS apply to— xyxy=(765,1561,985,1583)
mill-illustration-icon xyxy=(797,919,953,1132)
ad-body: Begs to inform his friends that he has taken the above Hotel, and trusts, by civility and attention to the wants of customers, to merit a share of their support. Billiard-room, Bath-rooms, and comfortable Parlors and every convenience, combined with cleanliness and moderate charges. xyxy=(521,237,747,338)
ad-body: Every Mill is a model of itself, got up on Mechanical principles. It will not clog or choke up; Adjustment is perfect, perfect balance, self lubricating. Simple in construction, durable in material, and rapid in grinding. xyxy=(762,1169,988,1225)
price-row: No. 4 : £4 0 0 xyxy=(762,234,969,262)
ad-item: At Queen's Redoubt, on each Monday before the third Wednesday in the months of February, April, June, August, October, and December. xyxy=(762,734,988,767)
ad-item: Martin's Album Pictures, views of Auckland and Hot Lakes, from 6s per doz., Private Residences, or Business Premises, from 12s per doz. xyxy=(521,537,747,587)
column-2 xyxy=(278,72,507,2044)
column-rule xyxy=(1489,72,1490,2044)
ad-proprietor-row xyxy=(1252,1391,1483,1433)
article-paragraph: The judge then made some preliminary remarks, dwelling upon the facts that the prisoner had moral sense and conscience enough to recognise the moral iniquity of his act, and then sentenced him to be hanged on Friday, June 30th. During the reading of the sentence Guiteau stood apparently unmoved, with his gaze riveted upon the Judge, but when final words "and may the Lord have mercy on your soul" were spoken, he struck the table violently, and shouted, "And may the Lord have mercy on your soul! I would rather stand where I do than where that jury do, and where your Honor stands. I am not afraid to die. I stands here as God's man, and God Almighty will curse every man who had a part in the procuring of this most unrighteous verdict. xyxy=(278,226,507,466)
ad-subtitle: Late Martin & Partington, xyxy=(574,630,693,641)
ad-line: —Wines & Spirits— xyxy=(1352,1083,1363,1181)
ad-hunter-nolan xyxy=(1496,72,1742,348)
race-event: Forced Handicap, distance 2 miles; entrance £1. xyxy=(521,1472,747,1494)
price-label: No. 4 xyxy=(762,234,843,262)
ad-name: OPPENHEIMER & Co. xyxy=(812,1334,938,1346)
ad-number: 33 xyxy=(521,896,532,906)
ad-proprietor: S. DeCosta, xyxy=(1188,339,1298,359)
price-row: No. 3 : £3 12 6 xyxy=(762,204,988,233)
ad-subheading: BOTH THE OINTMENT AND PILLS xyxy=(1498,1451,1740,1464)
race-event: Hack Race, for horses in this district only; distance 1 mile; post entrance 10s. xyxy=(521,1447,747,1468)
ad-proprietor: A. ALLANACH xyxy=(1303,1625,1432,1642)
ad-address: PEEL STREET, GISBORNE, xyxy=(1087,478,1399,498)
ad-saddlery xyxy=(760,72,989,504)
ad-item: Each Thursday, at Remuera, the principal Market for Fat stock of all descriptions. xyxy=(762,545,988,567)
ad-line: Agent for LITTLE'S SHEEP DIP. xyxy=(785,771,965,782)
ad-place: NAPIER. xyxy=(608,203,659,215)
ad-line: WINES AND SPIRITS OF THE BEST QUALITY. xyxy=(1121,603,1365,615)
ad-title: PROPRIETOR. xyxy=(1191,699,1284,710)
article-paragraph: The prisoner arose, pale, but with lips compressed, and desperate determination stamped on his features. In a low and deliberate tone he began, but soon his manner waxed wild and violent, and, pounding on the table, he delivered himself of the following harangue:—I am not guilty of the charge set forth in the indictment. It was God's act, and not mine. God will take care of it, and don't let the American people forget it. He will take care of it, and every officer of this Government, from the Executive down to that Marshal, taking in every xyxy=(37,1602,266,1779)
ad-line: AND UPWARDS. xyxy=(828,263,922,275)
